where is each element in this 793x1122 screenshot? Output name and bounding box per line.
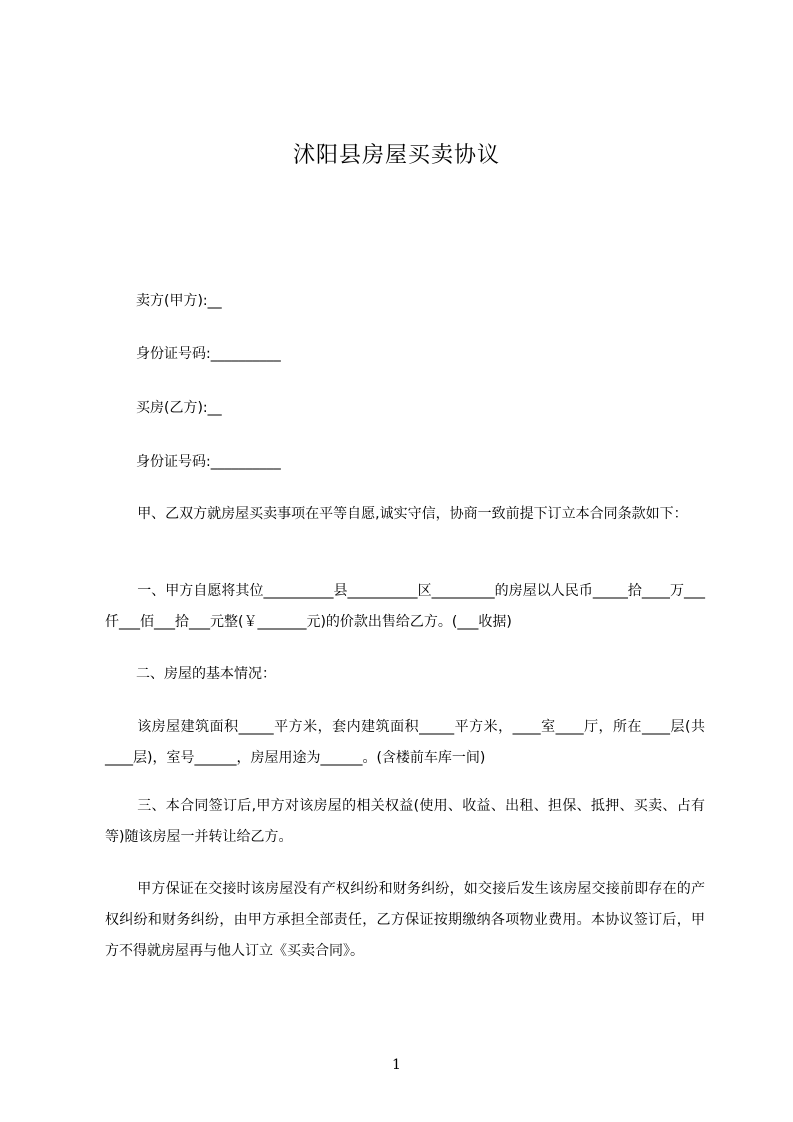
- page-number: 1: [392, 1057, 401, 1073]
- seller-line: 卖方(甲方):__: [136, 293, 222, 309]
- buyer-id-line: 身份证号码:__________: [136, 454, 281, 470]
- clause-3-paragraph: 三、本合同签订后,甲方对该房屋的相关权益(使用、收益、出租、担保、抵押、买卖、占有等)随该房屋一并转让给乙方。: [105, 798, 705, 845]
- seller-id-line: 身份证号码:__________: [136, 346, 281, 362]
- intro-paragraph: 甲、乙双方就房屋买卖事项在平等自愿,诚实守信，协商一致前提下订立本合同条款如下：: [137, 506, 688, 522]
- clause-2-heading: 二、房屋的基本情况：: [136, 666, 276, 682]
- clause-1-paragraph: 一、甲方自愿将其位__________县__________区_________的房屋以人民币_____拾____万___仟___佰___拾___元整(￥_______元)的价款出售给乙方。(___收据): [105, 583, 705, 630]
- buyer-line: 买房(乙方):__: [136, 400, 222, 416]
- guarantee-paragraph: 甲方保证在交接时该房屋没有产权纠纷和财务纠纷，如交接后发生该房屋交接前即存在的产权纠纷和财务纠纷，由甲方承担全部责任，乙方保证按期缴纳各项物业费用。本协议签订后，甲方不得就房屋再与他人订立《买卖合同》。: [105, 881, 705, 959]
- document-title: 沭阳县房屋买卖协议: [292, 143, 500, 168]
- clause-2-body: 该房屋建筑面积_____平方米，套内建筑面积_____平方米，____室____厅，所在____层(共____层)，室号______，房屋用途为______。(含楼前车库一间): [105, 719, 705, 766]
